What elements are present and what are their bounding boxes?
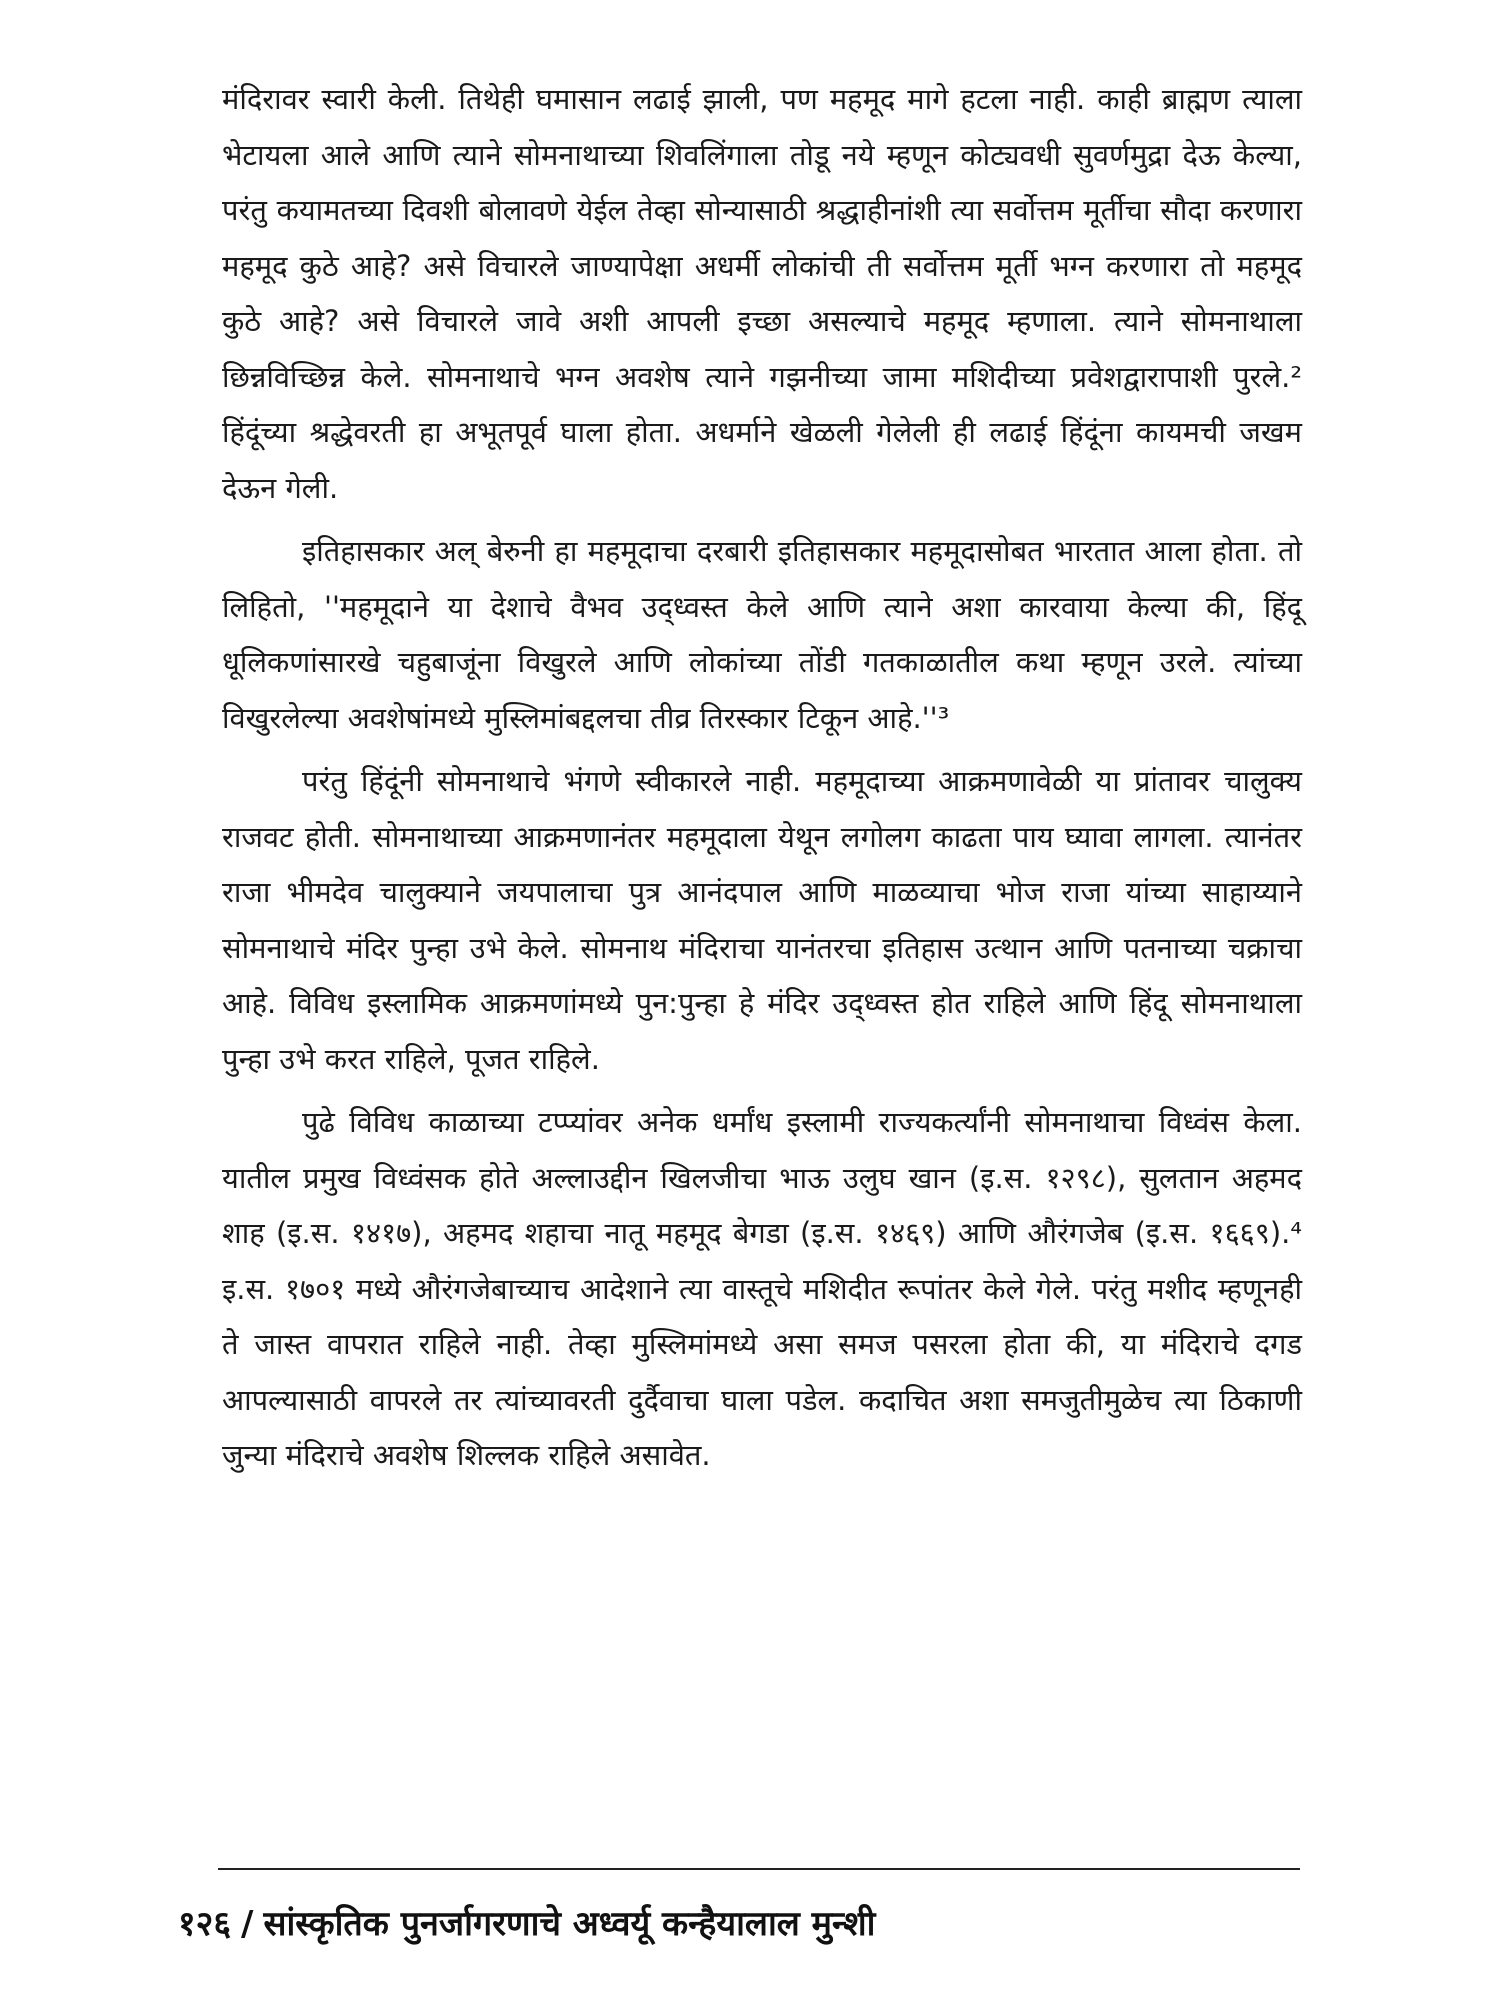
body-text — [222, 72, 1302, 1492]
page-footer — [178, 1902, 1278, 1946]
page-number: १२६ — [178, 1904, 232, 1944]
paragraph-2: इतिहासकार अल् बेरुनी हा महमूदाचा दरबारी इतिहासकार महमूदासोबत भारतात आला होता. तो लिहितो, ''महमूदाने या देशाचे वैभव उद्ध्वस्त केले आणि त्याने अशा कारवाया केल्या की, हिंदू धूलिकणांसारखे चहुबाजूंना विखुरले आणि लोकांच्या तोंडी गतकाळातील कथा म्हणून उरले. त्यांच्या विखुरलेल्या अवशेषांमध्ये मुस्लिमांबद्दलचा तीव्र तिरस्कार टिकून आहे.''³ — [222, 534, 1302, 735]
paragraph-3: परंतु हिंदूंनी सोमनाथाचे भंगणे स्वीकारले नाही. महमूदाच्या आक्रमणावेळी या प्रांतावर चालुक्य राजवट होती. सोमनाथाच्या आक्रमणानंतर महमूदाला येथून लगोलग काढता पाय घ्यावा लागला. त्यानंतर राजा भीमदेव चालुक्याने जयपालाचा पुत्र आनंदपाल आणि माळव्याचा भोज राजा यांच्या साहाय्याने सोमनाथाचे मंदिर पुन्हा उभे केले. सोमनाथ मंदिराचा यानंतरचा इतिहास उत्थान आणि पतनाच्या चक्राचा आहे. विविध इस्लामिक आक्रमणांमध्ये पुन:पुन्हा हे मंदिर उद्ध्वस्त होत राहिले आणि हिंदू सोमनाथाला पुन्हा उभे करत राहिले, पूजत राहिले. — [222, 764, 1302, 1076]
paragraph-4: पुढे विविध काळाच्या टप्प्यांवर अनेक धर्मांध इस्लामी राज्यकर्त्यांनी सोमनाथाचा विध्वंस केला. यातील प्रमुख विध्वंसक होते अल्लाउद्दीन खिलजीचा भाऊ उलुघ खान (इ.स. १२९८), सुलतान अहमद शाह (इ.स. १४१७), अहमद शहाचा नातू महमूद बेगडा (इ.स. १४६९) आणि औरंगजेब (इ.स. १६६९).⁴ इ.स. १७०१ मध्ये औरंगजेबाच्याच आदेशाने त्या वास्तूचे मशिदीत रूपांतर केले गेले. परंतु मशीद म्हणूनही ते जास्त वापरात राहिले नाही. तेव्हा मुस्लिमांमध्ये असा समज पसरला होता की, या मंदिराचे दगड आपल्यासाठी वापरले तर त्यांच्यावरती दुर्दैवाचा घाला पडेल. कदाचित अशा समजुतीमुळेच त्या ठिकाणी जुन्या मंदिराचे अवशेष शिल्लक राहिले असावेत. — [222, 1105, 1302, 1472]
footer-divider — [218, 1868, 1300, 1870]
footer-separator: / — [241, 1904, 254, 1944]
book-title: सांस्कृतिक पुनर्जागरणाचे अध्वर्यू कन्हैयालाल मुन्शी — [263, 1904, 876, 1944]
paragraph-1: मंदिरावर स्वारी केली. तिथेही घमासान लढाई झाली, पण महमूद मागे हटला नाही. काही ब्राह्मण त्याला भेटायला आले आणि त्याने सोमनाथाच्या शिवलिंगाला तोडू नये म्हणून कोट्यवधी सुवर्णमुद्रा देऊ केल्या, परंतु कयामतच्या दिवशी बोलावणे येईल तेव्हा सोन्यासाठी श्रद्धाहीनांशी त्या सर्वोत्तम मूर्तीचा सौदा करणारा महमूद कुठे आहे? असे विचारले जाण्यापेक्षा अधर्मी लोकांची ती सर्वोत्तम मूर्ती भग्न करणारा तो महमूद कुठे आहे? असे विचारले जावे अशी आपली इच्छा असल्याचे महमूद म्हणाला. त्याने सोमनाथाला छिन्नविच्छिन्न केले. सोमनाथाचे भग्न अवशेष त्याने गझनीच्या जामा मशिदीच्या प्रवेशद्वारापाशी पुरले.² हिंदूंच्या श्रद्धेवरती हा अभूतपूर्व घाला होता. अधर्माने खेळली गेलेली ही लढाई हिंदूंना कायमची जखम देऊन गेली. — [222, 82, 1302, 505]
